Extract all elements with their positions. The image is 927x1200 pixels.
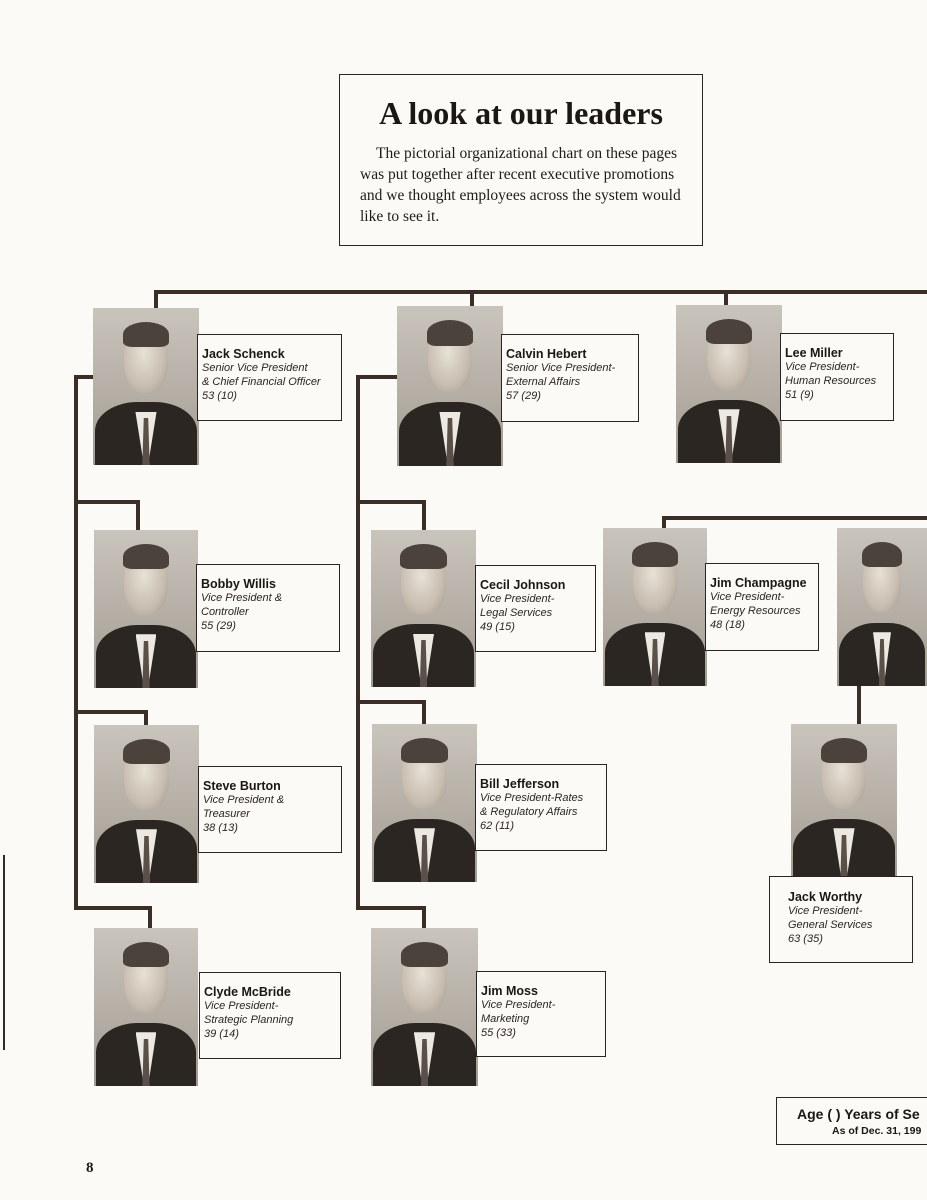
person-age-service: 48 (18) [710, 619, 745, 631]
person-age-service: 62 (11) [480, 820, 515, 832]
person-age-service: 57 (29) [506, 390, 541, 402]
label-jim-moss [476, 971, 606, 1057]
label-lee-miller [780, 333, 894, 421]
label-clyde-mcbride [199, 972, 341, 1059]
portrait-clyde-mcbride [94, 928, 198, 1086]
portrait-jack-worthy [791, 724, 897, 882]
person-title: Senior Vice President & Chief Financial Officer [202, 362, 321, 388]
person-age-service: 55 (29) [201, 620, 236, 632]
portrait-lee-miller [676, 305, 782, 463]
label-cecil-johnson [475, 565, 596, 652]
person-title: Vice President- Marketing [481, 999, 556, 1025]
person-age-service: 63 (35) [788, 933, 823, 945]
label-steve-burton [198, 766, 342, 853]
title-box [339, 74, 703, 246]
portrait-jim-champagne [603, 528, 707, 686]
portrait-cecil-johnson [371, 530, 476, 687]
label-jack-worthy [769, 876, 913, 963]
label-jim-champagne [705, 563, 819, 651]
person-name: Cecil Johnson [480, 578, 566, 592]
portrait-cropped-right [837, 528, 927, 686]
person-name: Jack Worthy [788, 890, 863, 904]
page-title: A look at our leaders [379, 95, 663, 131]
person-title: Vice President- Legal Services [480, 593, 555, 619]
person-age-service: 55 (33) [481, 1027, 516, 1039]
portrait-bill-jefferson [372, 724, 477, 882]
person-name: Jack Schenck [202, 347, 285, 361]
person-title: Senior Vice President- External Affairs [506, 362, 616, 388]
portrait-bobby-willis [94, 530, 198, 688]
person-age-service: 53 (10) [202, 390, 237, 402]
label-calvin-hebert [501, 334, 639, 422]
person-name: Steve Burton [203, 779, 281, 793]
person-name: Jim Champagne [710, 576, 807, 590]
person-name: Lee Miller [785, 346, 843, 360]
person-name: Bill Jefferson [480, 777, 560, 791]
person-name: Jim Moss [481, 984, 538, 998]
person-age-service: 38 (13) [203, 822, 238, 834]
person-title: Vice President-Rates & Regulatory Affairs [480, 792, 584, 818]
legend-box [776, 1097, 927, 1145]
person-title: Vice President- General Services [788, 905, 873, 931]
person-name: Calvin Hebert [506, 347, 587, 361]
label-bill-jefferson [475, 764, 607, 851]
person-title: Vice President- Strategic Planning [204, 1000, 294, 1026]
portrait-calvin-hebert [397, 306, 503, 466]
person-name: Clyde McBride [204, 985, 291, 999]
person-title: Vice President- Energy Resources [710, 591, 801, 617]
person-age-service: 51 (9) [785, 389, 814, 401]
legend-key: Age ( ) Years of Se [797, 1106, 920, 1122]
intro-paragraph: The pictorial organizational chart on these pages was put together after recent executive promotions and we thought employees across the system would like to see it. [360, 145, 681, 225]
margin-rule [3, 855, 5, 1050]
person-title: Vice President & Controller [201, 592, 283, 618]
label-bobby-willis [196, 564, 340, 652]
person-age-service: 49 (15) [480, 621, 515, 633]
person-title: Vice President & Treasurer [203, 794, 285, 820]
person-title: Vice President- Human Resources [785, 361, 877, 387]
label-jack-schenck [197, 334, 342, 421]
person-age-service: 39 (14) [204, 1028, 239, 1040]
person-name: Bobby Willis [201, 577, 276, 591]
portrait-jack-schenck [93, 308, 199, 465]
legend-date: As of Dec. 31, 199 [832, 1125, 922, 1137]
portrait-jim-moss [371, 928, 478, 1086]
portrait-steve-burton [94, 725, 199, 883]
page-number: 8 [86, 1160, 94, 1176]
